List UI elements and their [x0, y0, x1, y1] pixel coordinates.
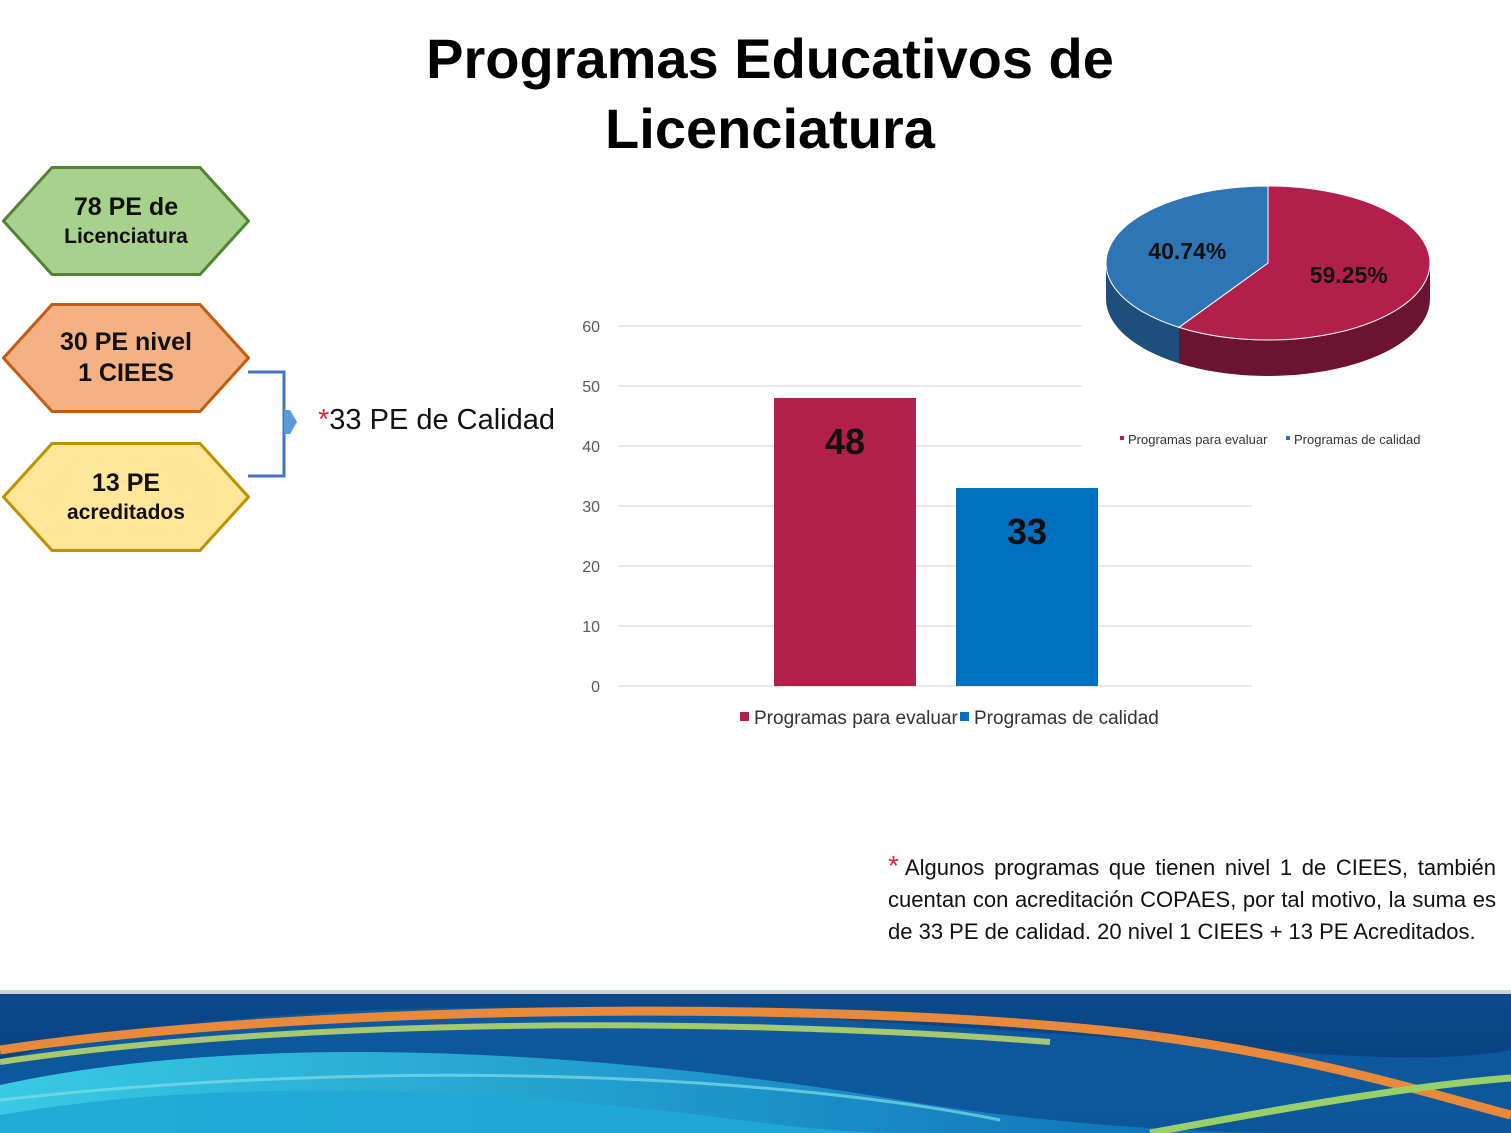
- page-title: [0, 24, 1511, 164]
- footnote: [888, 850, 1496, 948]
- calidad-label: [318, 404, 555, 437]
- y-tick-label: 20: [582, 559, 600, 576]
- pie-legend-label: Programas para evaluar: [1128, 432, 1268, 447]
- legend-swatch: [960, 712, 969, 721]
- legend-swatch: [740, 712, 749, 721]
- pie-legend-swatch: [1286, 436, 1290, 440]
- bar-data-label: 33: [1006, 511, 1048, 552]
- y-tick-label: 40: [582, 439, 600, 456]
- y-tick-label: 10: [582, 619, 600, 636]
- y-tick-label: 0: [591, 679, 600, 696]
- hexagon-acreditados: [2, 442, 250, 552]
- pie-data-label: 59.25%: [1309, 262, 1388, 289]
- footnote-star: *: [888, 850, 899, 881]
- legend-label: Programas de calidad: [974, 708, 1159, 729]
- pie-data-label: 40.74%: [1148, 237, 1227, 264]
- bar-data-label: 48: [824, 421, 866, 462]
- footer-decoration: [0, 990, 1511, 1133]
- bracket-connector: [244, 366, 304, 482]
- title-line-1: Programas Educativos de: [426, 27, 1114, 90]
- title-line-2: Licenciatura: [605, 97, 935, 160]
- hexagon-licenciatura: [2, 166, 250, 276]
- hexagon-ciees-line1: 30 PE nivel: [59, 328, 193, 356]
- legend-label: Programas para evaluar: [754, 708, 958, 729]
- footnote-text: Algunos programas que tienen nivel 1 de CIEES, también cuentan con acreditación COPAES, por tal motivo, la suma es de 33 PE de calidad. 20 nivel 1 CIEES + 13 PE Acreditados.: [888, 855, 1496, 944]
- hexagon-licenciatura-line2: Licenciatura: [64, 224, 188, 248]
- pie-legend-swatch: [1120, 436, 1124, 440]
- hexagon-licenciatura-line1: 78 PE de: [73, 192, 179, 221]
- hexagon-acreditados-line2: acreditados: [67, 500, 185, 524]
- pie-chart: [1090, 170, 1510, 470]
- hexagon-ciees: [2, 303, 250, 413]
- hexagon-acreditados-line1: 13 PE: [91, 468, 161, 497]
- hexagon-ciees-line2: 1 CIEES: [78, 359, 174, 387]
- pie-legend-label: Programas de calidad: [1294, 432, 1421, 447]
- y-tick-label: 50: [582, 379, 600, 396]
- calidad-text: 33 PE de Calidad: [329, 404, 556, 436]
- calidad-star: *: [318, 404, 330, 436]
- y-tick-label: 30: [582, 499, 600, 516]
- y-tick-label: 60: [582, 319, 600, 336]
